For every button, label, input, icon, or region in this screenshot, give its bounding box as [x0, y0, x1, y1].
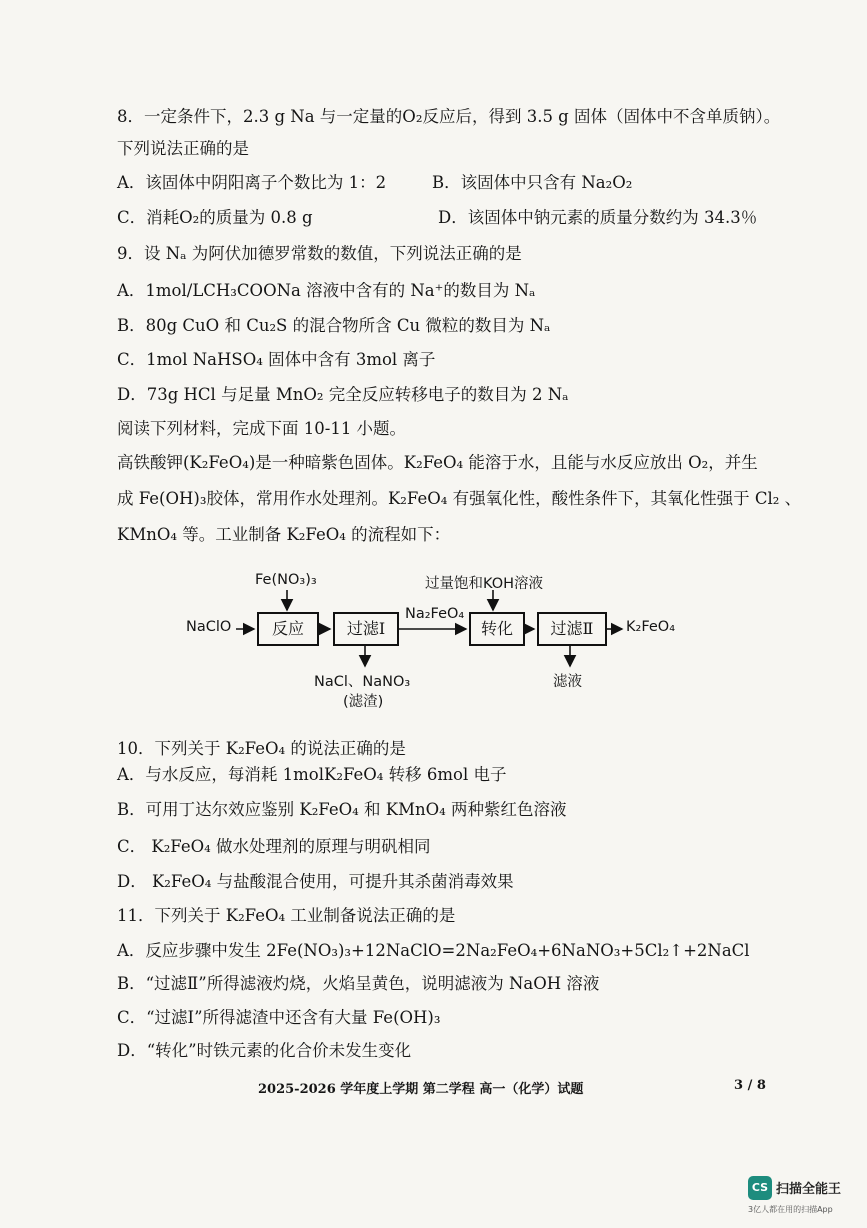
q9-stem: 9．设 Nₐ 为阿伏加德罗常数的数值，下列说法正确的是 — [117, 244, 522, 263]
q10-stem: 10．下列关于 K₂FeO₄ 的说法正确的是 — [117, 739, 406, 758]
q9-option-c: C．1mol NaHSO₄ 固体中含有 3mol 离子 — [117, 350, 436, 369]
q11-option-b: B．“过滤Ⅱ”所得滤液灼烧，火焰呈黄色，说明滤液为 NaOH 溶液 — [117, 974, 600, 993]
flow-box-filter-2: 过滤Ⅱ — [537, 612, 607, 646]
q10-option-b: B．可用丁达尔效应鉴别 K₂FeO₄ 和 KMnO₄ 两种紫红色溶液 — [117, 800, 567, 819]
flow-waste-filtrate: 滤液 — [553, 674, 582, 690]
q10-option-c: C． K₂FeO₄ 做水处理剂的原理与明矾相同 — [117, 837, 431, 856]
flow-input-fe-nitrate: Fe(NO₃)₃ — [255, 572, 317, 588]
flow-input-koh: 过量饱和KOH溶液 — [425, 576, 544, 592]
q8-stem: 8．一定条件下，2.3 g Na 与一定量的O₂反应后，得到 3.5 g 固体（固体中不含单质钠）。 — [117, 107, 781, 126]
q11-option-a: A．反应步骤中发生 2Fe(NO₃)₃+12NaClO=2Na₂FeO₄+6NaNO₃+5Cl₂↑+2NaCl — [117, 941, 750, 960]
material-p1: 高铁酸钾(K₂FeO₄)是一种暗紫色固体。K₂FeO₄ 能溶于水，且能与水反应放出 O₂，并生 — [117, 453, 758, 472]
flow-output-k2feo4: K₂FeO₄ — [626, 619, 676, 635]
scanner-logo-icon: CS — [748, 1176, 772, 1200]
q9-option-a: A．1mol/LCH₃COONa 溶液中含有的 Na⁺的数目为 Nₐ — [117, 281, 536, 300]
material-p3: KMnO₄ 等。工业制备 K₂FeO₄ 的流程如下： — [117, 525, 451, 544]
flow-box-reaction: 反应 — [257, 612, 319, 646]
q10-option-a: A．与水反应，每消耗 1molK₂FeO₄ 转移 6mol 电子 — [117, 765, 507, 784]
q9-option-b: B．80g CuO 和 Cu₂S 的混合物所含 Cu 微粒的数目为 Nₐ — [117, 316, 551, 335]
q8-option-c: C．消耗O₂的质量为 0.8 g — [117, 208, 313, 227]
flow-label-na2feo4: Na₂FeO₄ — [405, 606, 465, 622]
q11-option-c: C．“过滤Ⅰ”所得滤渣中还含有大量 Fe(OH)₃ — [117, 1008, 441, 1027]
q8-option-b: B．该固体中只含有 Na₂O₂ — [432, 173, 633, 192]
flow-box-conversion: 转化 — [469, 612, 525, 646]
q11-stem: 11．下列关于 K₂FeO₄ 工业制备说法正确的是 — [117, 906, 456, 925]
flow-waste-note: (滤渣) — [343, 694, 384, 710]
q10-option-d: D． K₂FeO₄ 与盐酸混合使用，可提升其杀菌消毒效果 — [117, 872, 514, 891]
page-footer-title: 2025-2026 学年度上学期 第二学程 高一（化学）试题 — [258, 1082, 584, 1097]
q8-option-a: A．该固体中阴阳离子个数比为 1：2 — [117, 173, 387, 192]
flow-input-naclo: NaClO — [186, 619, 232, 635]
q11-option-d: D．“转化”时铁元素的化合价未发生变化 — [117, 1041, 412, 1060]
q9-option-d: D．73g HCl 与足量 MnO₂ 完全反应转移电子的数目为 2 Nₐ — [117, 385, 569, 404]
flow-waste-salts: NaCl、NaNO₃ — [314, 674, 411, 690]
material-p2: 成 Fe(OH)₃胶体，常用作水处理剂。K₂FeO₄ 有强氧化性，酸性条件下，其氧化性强于 Cl₂ 、 — [117, 489, 802, 508]
q8-option-d: D．该固体中钠元素的质量分数约为 34.3％ — [438, 208, 758, 227]
q8-stem-2: 下列说法正确的是 — [117, 139, 249, 158]
material-intro: 阅读下列材料，完成下面 10-11 小题。 — [117, 419, 407, 438]
flow-box-filter-1: 过滤Ⅰ — [333, 612, 399, 646]
scanner-tagline: 3亿人都在用的扫描App — [748, 1205, 833, 1214]
page-number: 3 / 8 — [734, 1078, 766, 1093]
scanner-name: 扫描全能王 — [776, 1182, 842, 1197]
